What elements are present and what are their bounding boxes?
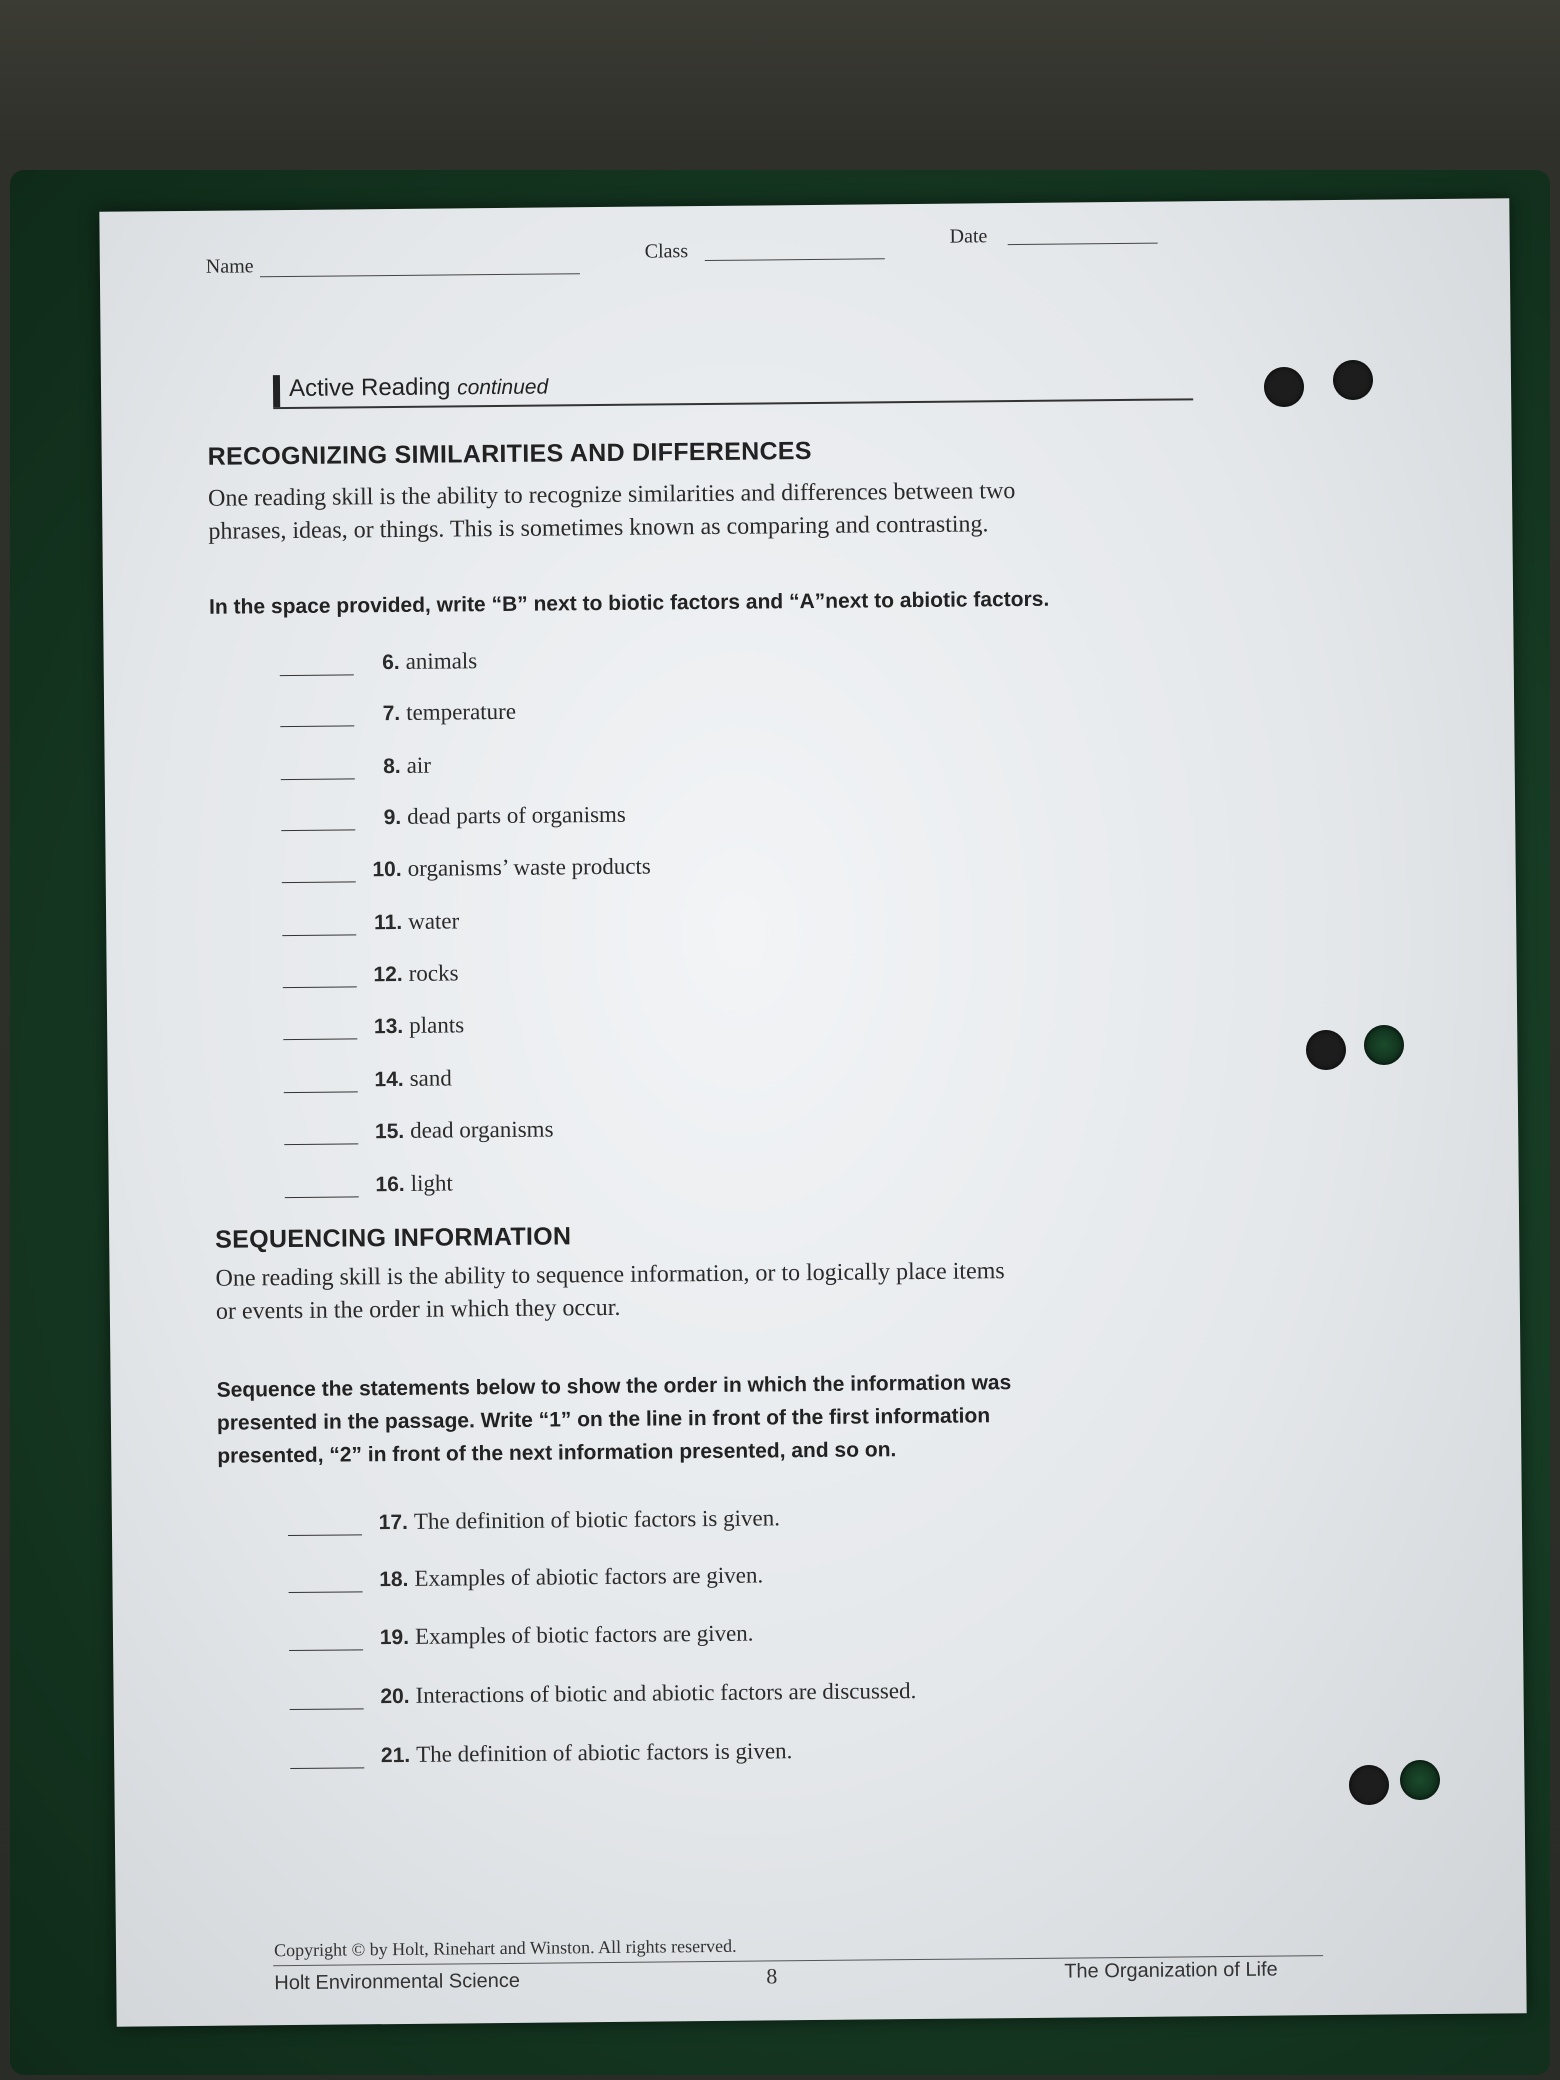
worksheet-page <box>99 198 1526 2026</box>
paragraph-sequencing: One reading skill is the ability to sequence information, or to logically place items or events in the order in which they occur. <box>215 1258 1005 1325</box>
binder-hole <box>1264 367 1304 407</box>
answer-blank[interactable] <box>285 1174 359 1198</box>
answer-blank[interactable] <box>288 1569 362 1593</box>
list-item: 13. plants <box>283 1012 464 1044</box>
list-item: 14. sand <box>284 1065 452 1097</box>
answer-blank[interactable] <box>284 1121 358 1145</box>
answer-blank[interactable] <box>281 756 355 780</box>
answer-blank[interactable] <box>290 1745 364 1769</box>
answer-blank[interactable] <box>281 807 355 831</box>
answer-blank[interactable] <box>289 1627 363 1651</box>
date-field[interactable] <box>1008 229 1158 245</box>
book-title: Holt Environmental Science <box>274 1969 521 1995</box>
list-item: 20. Interactions of biotic and abiotic factors are discussed. <box>289 1678 916 1714</box>
heading-similarities-differences: RECOGNIZING SIMILARITIES AND DIFFERENCES <box>207 436 812 471</box>
list-item: 16. light <box>285 1170 453 1202</box>
section-title-bar <box>273 364 1193 409</box>
instruction-biotic-abiotic: In the space provided, write “B” next to biotic factors and “A”next to abiotic factors. <box>209 587 1050 619</box>
list-item: 6. animals <box>280 648 478 680</box>
binder-hole <box>1349 1765 1389 1805</box>
binder-hole <box>1364 1025 1404 1065</box>
list-item: 17. The definition of biotic factors is given. <box>288 1505 780 1540</box>
answer-blank[interactable] <box>282 912 356 936</box>
answer-blank[interactable] <box>282 859 356 883</box>
list-item: 12. rocks <box>283 960 459 992</box>
list-item: 10. organisms’ waste products <box>282 854 651 888</box>
list-item: 11. water <box>282 908 459 940</box>
list-item: 8. air <box>281 753 432 784</box>
paragraph-similarities: One reading skill is the ability to recognize similarities and differences between two phrases, ideas, or things. This is sometimes known as comparing and contrasting. <box>207 478 1016 545</box>
answer-blank[interactable] <box>283 964 357 988</box>
list-item: 9. dead parts of organisms <box>281 802 626 835</box>
class-label: Class <box>644 240 689 263</box>
date-label: Date <box>949 225 988 248</box>
list-item: 15. dead organisms <box>284 1116 554 1149</box>
name-field[interactable] <box>260 259 580 277</box>
answer-blank[interactable] <box>289 1686 363 1710</box>
heading-sequencing: SEQUENCING INFORMATION <box>215 1222 572 1254</box>
list-item: 18. Examples of abiotic factors are given. <box>288 1563 763 1598</box>
copyright-text: Copyright © by Holt, Rinehart and Winston. All rights reserved. <box>273 1935 737 1961</box>
section-title: Active Reading continued <box>288 373 549 402</box>
answer-blank[interactable] <box>280 652 354 676</box>
binder-hole <box>1400 1760 1440 1800</box>
list-item: 7. temperature <box>280 699 516 731</box>
instruction-sequence: Sequence the statements below to show the order in which the information was presented in the passage. Write “1” on the line in front of the first information presented, “2” in front of the next information presented, and so on. <box>216 1371 1012 1468</box>
chapter-title: The Organization of Life <box>1064 1958 1278 1983</box>
answer-blank[interactable] <box>288 1512 362 1536</box>
section-marker <box>273 375 280 407</box>
answer-blank[interactable] <box>280 703 354 727</box>
binder-hole <box>1333 360 1373 400</box>
name-label: Name <box>205 255 254 278</box>
class-field[interactable] <box>705 244 885 261</box>
binder-hole <box>1306 1030 1346 1070</box>
answer-blank[interactable] <box>284 1069 358 1093</box>
list-item: 21. The definition of abiotic factors is given. <box>290 1738 792 1773</box>
answer-blank[interactable] <box>283 1016 357 1040</box>
page-number: 8 <box>766 1963 778 1989</box>
list-item: 19. Examples of biotic factors are given. <box>289 1621 754 1655</box>
